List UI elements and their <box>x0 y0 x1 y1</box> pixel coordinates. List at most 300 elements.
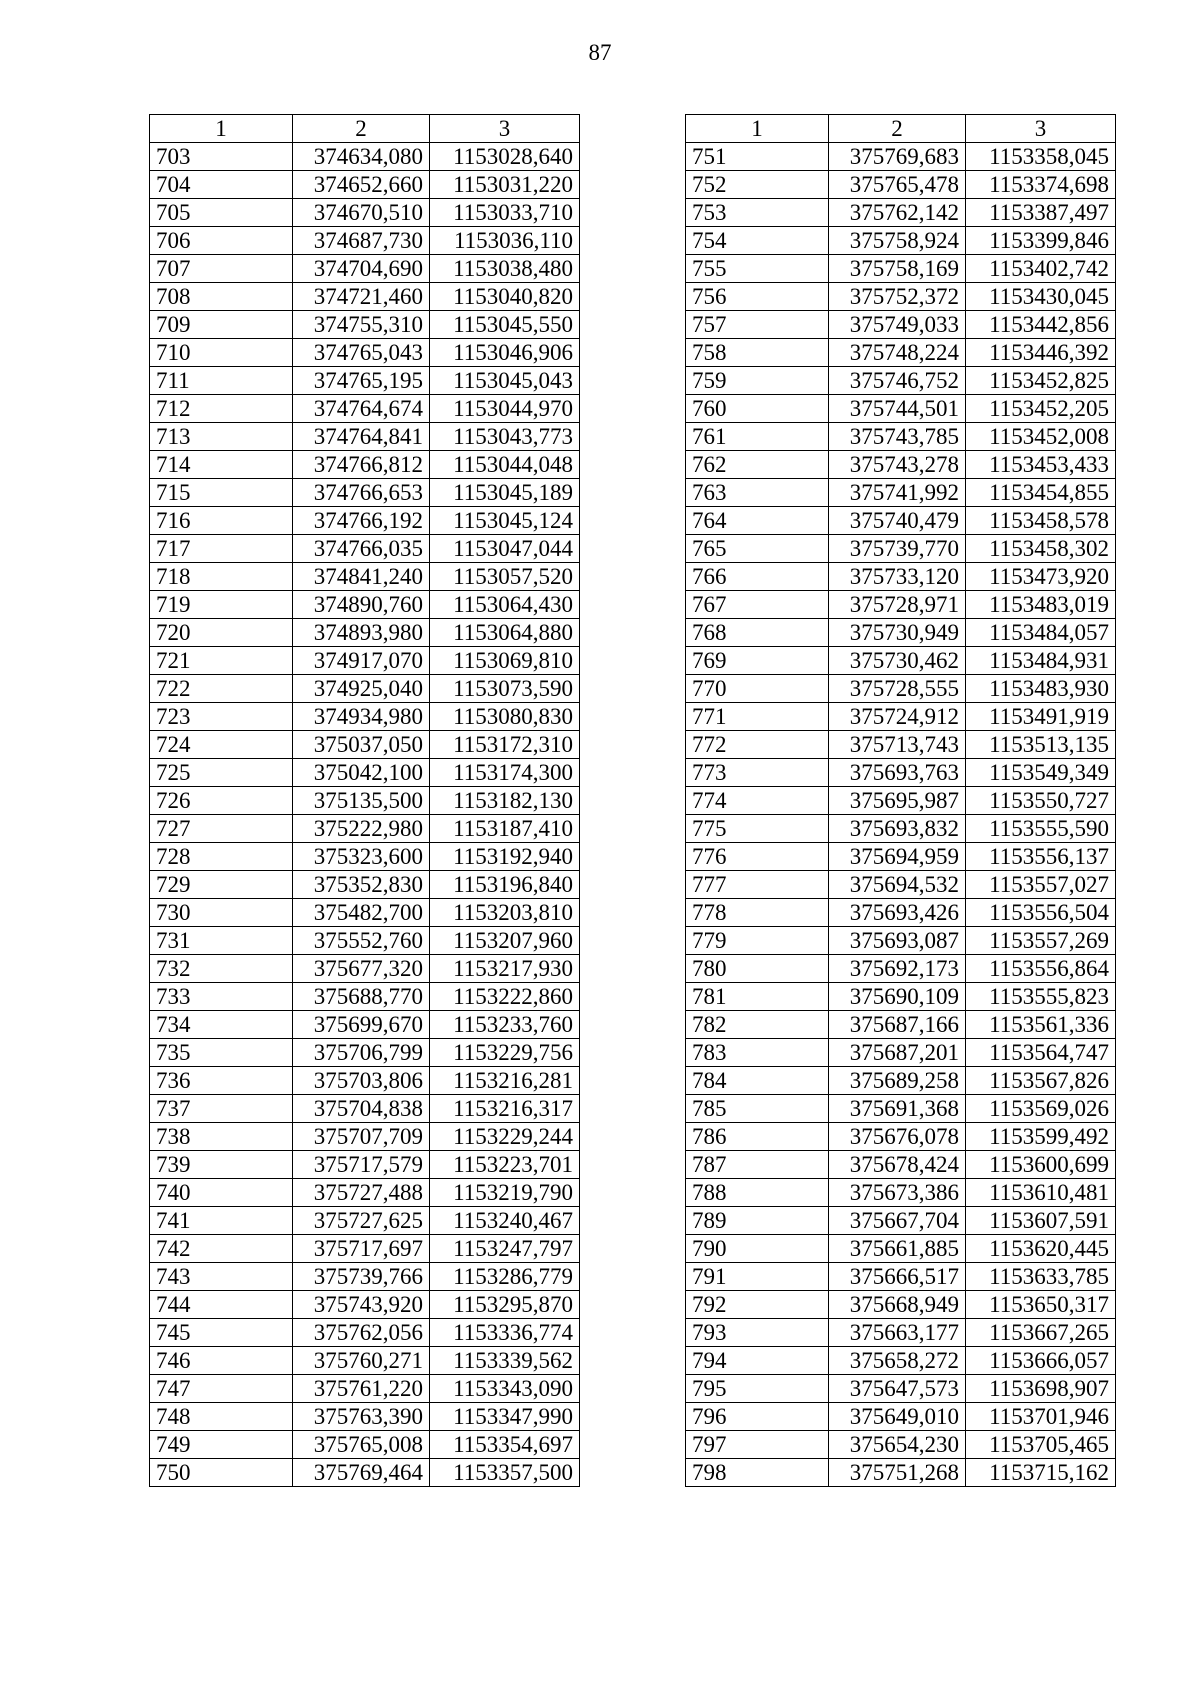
coordinate-y-cell: 1153458,578 <box>966 507 1116 535</box>
table-row <box>686 1291 1116 1319</box>
table-row <box>150 591 580 619</box>
table-row <box>686 647 1116 675</box>
coordinate-x-cell: 374934,980 <box>293 703 430 731</box>
point-number-cell: 773 <box>686 759 829 787</box>
point-number-cell: 746 <box>150 1347 293 1375</box>
coordinate-y-cell: 1153347,990 <box>430 1403 580 1431</box>
coordinate-x-cell: 375222,980 <box>293 815 430 843</box>
coordinate-x-cell: 375552,760 <box>293 927 430 955</box>
point-number-cell: 712 <box>150 395 293 423</box>
coordinate-x-cell: 375663,177 <box>829 1319 966 1347</box>
coordinate-y-cell: 1153069,810 <box>430 647 580 675</box>
coordinate-x-cell: 375724,912 <box>829 703 966 731</box>
point-number-cell: 782 <box>686 1011 829 1039</box>
coordinate-x-cell: 375693,426 <box>829 899 966 927</box>
point-number-cell: 775 <box>686 815 829 843</box>
table-row <box>686 339 1116 367</box>
coordinate-y-cell: 1153219,790 <box>430 1179 580 1207</box>
table-row <box>150 787 580 815</box>
table-row <box>686 1431 1116 1459</box>
coordinate-x-cell: 374925,040 <box>293 675 430 703</box>
coordinate-x-cell: 375728,971 <box>829 591 966 619</box>
point-number-cell: 777 <box>686 871 829 899</box>
coordinate-x-cell: 375730,949 <box>829 619 966 647</box>
coordinate-y-cell: 1153080,830 <box>430 703 580 731</box>
coordinate-y-cell: 1153187,410 <box>430 815 580 843</box>
point-number-cell: 707 <box>150 255 293 283</box>
coordinate-y-cell: 1153374,698 <box>966 171 1116 199</box>
table-row <box>150 1347 580 1375</box>
coordinate-x-cell: 375749,033 <box>829 311 966 339</box>
coordinate-y-cell: 1153483,019 <box>966 591 1116 619</box>
coordinate-x-cell: 374721,460 <box>293 283 430 311</box>
coordinate-x-cell: 375690,109 <box>829 983 966 1011</box>
table-row <box>150 199 580 227</box>
table-row <box>686 675 1116 703</box>
point-number-cell: 708 <box>150 283 293 311</box>
coordinate-x-cell: 375688,770 <box>293 983 430 1011</box>
point-number-cell: 786 <box>686 1123 829 1151</box>
table-row <box>686 1207 1116 1235</box>
coordinate-y-cell: 1153073,590 <box>430 675 580 703</box>
coordinate-x-cell: 374755,310 <box>293 311 430 339</box>
table-row <box>686 619 1116 647</box>
coordinate-x-cell: 374765,195 <box>293 367 430 395</box>
point-number-cell: 789 <box>686 1207 829 1235</box>
coordinate-y-cell: 1153556,137 <box>966 843 1116 871</box>
coordinate-x-cell: 375693,087 <box>829 927 966 955</box>
coordinate-y-cell: 1153564,747 <box>966 1039 1116 1067</box>
table-row <box>150 899 580 927</box>
coordinate-x-cell: 375769,683 <box>829 143 966 171</box>
point-number-cell: 774 <box>686 787 829 815</box>
coordinate-y-cell: 1153247,797 <box>430 1235 580 1263</box>
coordinate-x-cell: 375658,272 <box>829 1347 966 1375</box>
coordinate-x-cell: 375135,500 <box>293 787 430 815</box>
coordinate-y-cell: 1153473,920 <box>966 563 1116 591</box>
point-number-cell: 767 <box>686 591 829 619</box>
coordinates-table-left <box>149 114 580 1487</box>
coordinate-y-cell: 1153452,205 <box>966 395 1116 423</box>
table-row <box>150 1375 580 1403</box>
table-row <box>686 871 1116 899</box>
coordinate-y-cell: 1153357,500 <box>430 1459 580 1487</box>
point-number-cell: 787 <box>686 1151 829 1179</box>
table-row <box>686 731 1116 759</box>
coordinate-y-cell: 1153452,008 <box>966 423 1116 451</box>
coordinate-x-cell: 375673,386 <box>829 1179 966 1207</box>
point-number-cell: 798 <box>686 1459 829 1487</box>
coordinate-x-cell: 375661,885 <box>829 1235 966 1263</box>
point-number-cell: 726 <box>150 787 293 815</box>
coordinate-x-cell: 375704,838 <box>293 1095 430 1123</box>
table-row <box>686 1095 1116 1123</box>
point-number-cell: 776 <box>686 843 829 871</box>
coordinate-y-cell: 1153561,336 <box>966 1011 1116 1039</box>
point-number-cell: 735 <box>150 1039 293 1067</box>
coordinate-x-cell: 375744,501 <box>829 395 966 423</box>
table-row <box>150 367 580 395</box>
coordinate-x-cell: 374841,240 <box>293 563 430 591</box>
coordinate-x-cell: 375717,579 <box>293 1151 430 1179</box>
coordinate-y-cell: 1153223,701 <box>430 1151 580 1179</box>
table-row <box>686 1179 1116 1207</box>
table-row <box>686 1067 1116 1095</box>
point-number-cell: 725 <box>150 759 293 787</box>
coordinate-x-cell: 374687,730 <box>293 227 430 255</box>
coordinate-y-cell: 1153620,445 <box>966 1235 1116 1263</box>
point-number-cell: 731 <box>150 927 293 955</box>
coordinate-y-cell: 1153192,940 <box>430 843 580 871</box>
coordinate-y-cell: 1153217,930 <box>430 955 580 983</box>
coordinate-x-cell: 375758,169 <box>829 255 966 283</box>
coordinate-y-cell: 1153610,481 <box>966 1179 1116 1207</box>
table-row <box>150 731 580 759</box>
coordinate-y-cell: 1153484,931 <box>966 647 1116 675</box>
point-number-cell: 790 <box>686 1235 829 1263</box>
coordinate-y-cell: 1153336,774 <box>430 1319 580 1347</box>
coordinate-x-cell: 374764,841 <box>293 423 430 451</box>
table-row <box>150 955 580 983</box>
coordinate-y-cell: 1153044,970 <box>430 395 580 423</box>
point-number-cell: 724 <box>150 731 293 759</box>
coordinate-y-cell: 1153633,785 <box>966 1263 1116 1291</box>
coordinate-y-cell: 1153458,302 <box>966 535 1116 563</box>
coordinate-y-cell: 1153705,465 <box>966 1431 1116 1459</box>
table-row <box>686 367 1116 395</box>
coordinate-x-cell: 375689,258 <box>829 1067 966 1095</box>
point-number-cell: 730 <box>150 899 293 927</box>
coordinate-y-cell: 1153555,823 <box>966 983 1116 1011</box>
point-number-cell: 732 <box>150 955 293 983</box>
coordinate-x-cell: 375761,220 <box>293 1375 430 1403</box>
point-number-cell: 719 <box>150 591 293 619</box>
coordinate-y-cell: 1153045,124 <box>430 507 580 535</box>
point-number-cell: 752 <box>686 171 829 199</box>
coordinate-x-cell: 375758,924 <box>829 227 966 255</box>
coordinate-y-cell: 1153650,317 <box>966 1291 1116 1319</box>
point-number-cell: 762 <box>686 451 829 479</box>
coordinate-x-cell: 375323,600 <box>293 843 430 871</box>
point-number-cell: 729 <box>150 871 293 899</box>
coordinate-x-cell: 375482,700 <box>293 899 430 927</box>
coordinate-x-cell: 375694,959 <box>829 843 966 871</box>
point-number-cell: 760 <box>686 395 829 423</box>
coordinate-y-cell: 1153036,110 <box>430 227 580 255</box>
table-row <box>150 927 580 955</box>
coordinate-y-cell: 1153555,590 <box>966 815 1116 843</box>
table-row <box>150 1179 580 1207</box>
coordinate-y-cell: 1153715,162 <box>966 1459 1116 1487</box>
point-number-cell: 783 <box>686 1039 829 1067</box>
point-number-cell: 716 <box>150 507 293 535</box>
point-number-cell: 768 <box>686 619 829 647</box>
table-row <box>150 759 580 787</box>
coordinate-x-cell: 375740,479 <box>829 507 966 535</box>
coordinate-x-cell: 375743,785 <box>829 423 966 451</box>
table-row <box>150 1431 580 1459</box>
point-number-cell: 743 <box>150 1263 293 1291</box>
point-number-cell: 797 <box>686 1431 829 1459</box>
coordinate-x-cell: 375691,368 <box>829 1095 966 1123</box>
coordinate-x-cell: 375760,271 <box>293 1347 430 1375</box>
coordinate-x-cell: 375042,100 <box>293 759 430 787</box>
point-number-cell: 779 <box>686 927 829 955</box>
point-number-cell: 750 <box>150 1459 293 1487</box>
coordinate-y-cell: 1153430,045 <box>966 283 1116 311</box>
coordinate-y-cell: 1153295,870 <box>430 1291 580 1319</box>
table-row <box>686 451 1116 479</box>
coordinates-table-right <box>685 114 1116 1487</box>
table-row <box>150 171 580 199</box>
point-number-cell: 744 <box>150 1291 293 1319</box>
table-row <box>150 311 580 339</box>
coordinate-y-cell: 1153599,492 <box>966 1123 1116 1151</box>
point-number-cell: 741 <box>150 1207 293 1235</box>
table-row <box>686 311 1116 339</box>
table-row <box>150 227 580 255</box>
point-number-cell: 757 <box>686 311 829 339</box>
coordinate-x-cell: 374652,660 <box>293 171 430 199</box>
coordinate-y-cell: 1153446,392 <box>966 339 1116 367</box>
coordinate-y-cell: 1153216,281 <box>430 1067 580 1095</box>
coordinate-y-cell: 1153216,317 <box>430 1095 580 1123</box>
coordinate-x-cell: 375647,573 <box>829 1375 966 1403</box>
table-row <box>686 1375 1116 1403</box>
point-number-cell: 785 <box>686 1095 829 1123</box>
coordinate-y-cell: 1153064,880 <box>430 619 580 647</box>
point-number-cell: 720 <box>150 619 293 647</box>
coordinate-x-cell: 375746,752 <box>829 367 966 395</box>
coordinate-y-cell: 1153174,300 <box>430 759 580 787</box>
point-number-cell: 765 <box>686 535 829 563</box>
coordinate-y-cell: 1153569,026 <box>966 1095 1116 1123</box>
coordinate-y-cell: 1153196,840 <box>430 871 580 899</box>
coordinate-y-cell: 1153556,864 <box>966 955 1116 983</box>
point-number-cell: 754 <box>686 227 829 255</box>
coordinate-y-cell: 1153607,591 <box>966 1207 1116 1235</box>
coordinate-y-cell: 1153229,244 <box>430 1123 580 1151</box>
table-row <box>150 871 580 899</box>
coordinate-x-cell: 375730,462 <box>829 647 966 675</box>
point-number-cell: 758 <box>686 339 829 367</box>
coordinate-x-cell: 375699,670 <box>293 1011 430 1039</box>
coordinate-y-cell: 1153028,640 <box>430 143 580 171</box>
point-number-cell: 756 <box>686 283 829 311</box>
coordinate-y-cell: 1153343,090 <box>430 1375 580 1403</box>
column-header: 3 <box>430 115 580 143</box>
coordinate-y-cell: 1153045,043 <box>430 367 580 395</box>
coordinate-y-cell: 1153453,433 <box>966 451 1116 479</box>
coordinate-y-cell: 1153222,860 <box>430 983 580 1011</box>
table-row <box>686 843 1116 871</box>
point-number-cell: 788 <box>686 1179 829 1207</box>
coordinate-x-cell: 375667,704 <box>829 1207 966 1235</box>
coordinate-x-cell: 375352,830 <box>293 871 430 899</box>
coordinate-x-cell: 374766,035 <box>293 535 430 563</box>
coordinate-x-cell: 375741,992 <box>829 479 966 507</box>
coordinate-x-cell: 375743,920 <box>293 1291 430 1319</box>
point-number-cell: 764 <box>686 507 829 535</box>
table-row <box>686 1319 1116 1347</box>
coordinate-y-cell: 1153064,430 <box>430 591 580 619</box>
coordinate-x-cell: 375037,050 <box>293 731 430 759</box>
coordinate-y-cell: 1153045,550 <box>430 311 580 339</box>
coordinate-y-cell: 1153057,520 <box>430 563 580 591</box>
table-row <box>686 1011 1116 1039</box>
coordinate-y-cell: 1153600,699 <box>966 1151 1116 1179</box>
table-row <box>150 1067 580 1095</box>
table-row <box>150 563 580 591</box>
point-number-cell: 781 <box>686 983 829 1011</box>
point-number-cell: 770 <box>686 675 829 703</box>
point-number-cell: 709 <box>150 311 293 339</box>
coordinate-x-cell: 375694,532 <box>829 871 966 899</box>
coordinate-x-cell: 375739,766 <box>293 1263 430 1291</box>
point-number-cell: 791 <box>686 1263 829 1291</box>
table-row <box>686 1123 1116 1151</box>
coordinate-x-cell: 375706,799 <box>293 1039 430 1067</box>
coordinate-x-cell: 375727,625 <box>293 1207 430 1235</box>
point-number-cell: 723 <box>150 703 293 731</box>
coordinate-y-cell: 1153047,044 <box>430 535 580 563</box>
coordinate-x-cell: 375763,390 <box>293 1403 430 1431</box>
coordinate-y-cell: 1153567,826 <box>966 1067 1116 1095</box>
coordinate-y-cell: 1153033,710 <box>430 199 580 227</box>
table-row <box>686 1263 1116 1291</box>
table-row <box>686 143 1116 171</box>
coordinate-x-cell: 374893,980 <box>293 619 430 647</box>
table-row <box>150 675 580 703</box>
coordinate-y-cell: 1153233,760 <box>430 1011 580 1039</box>
coordinate-y-cell: 1153203,810 <box>430 899 580 927</box>
table-row <box>686 1235 1116 1263</box>
table-row <box>686 899 1116 927</box>
table-row <box>150 647 580 675</box>
coordinate-x-cell: 375687,201 <box>829 1039 966 1067</box>
table-row <box>686 955 1116 983</box>
point-number-cell: 749 <box>150 1431 293 1459</box>
table-row <box>686 815 1116 843</box>
coordinate-x-cell: 375692,173 <box>829 955 966 983</box>
column-header: 1 <box>686 115 829 143</box>
point-number-cell: 740 <box>150 1179 293 1207</box>
coordinate-x-cell: 374704,690 <box>293 255 430 283</box>
point-number-cell: 742 <box>150 1235 293 1263</box>
point-number-cell: 771 <box>686 703 829 731</box>
coordinate-x-cell: 375677,320 <box>293 955 430 983</box>
coordinate-x-cell: 375678,424 <box>829 1151 966 1179</box>
table-row <box>686 395 1116 423</box>
coordinate-y-cell: 1153040,820 <box>430 283 580 311</box>
coordinate-y-cell: 1153038,480 <box>430 255 580 283</box>
coordinate-x-cell: 375693,832 <box>829 815 966 843</box>
table-row <box>686 787 1116 815</box>
table-row <box>686 1347 1116 1375</box>
coordinate-x-cell: 375748,224 <box>829 339 966 367</box>
table-row <box>150 1123 580 1151</box>
coordinate-x-cell: 374766,192 <box>293 507 430 535</box>
point-number-cell: 705 <box>150 199 293 227</box>
table-row <box>686 283 1116 311</box>
table-row <box>686 535 1116 563</box>
coordinate-y-cell: 1153557,027 <box>966 871 1116 899</box>
table-row <box>686 759 1116 787</box>
coordinate-x-cell: 375769,464 <box>293 1459 430 1487</box>
point-number-cell: 751 <box>686 143 829 171</box>
table-header-row <box>686 115 1116 143</box>
point-number-cell: 713 <box>150 423 293 451</box>
point-number-cell: 745 <box>150 1319 293 1347</box>
coordinate-x-cell: 374765,043 <box>293 339 430 367</box>
column-header: 2 <box>829 115 966 143</box>
coordinate-x-cell: 374766,653 <box>293 479 430 507</box>
coordinate-y-cell: 1153513,135 <box>966 731 1116 759</box>
table-row <box>150 1403 580 1431</box>
table-row <box>150 1235 580 1263</box>
coordinate-y-cell: 1153354,697 <box>430 1431 580 1459</box>
coordinate-x-cell: 375762,142 <box>829 199 966 227</box>
column-header: 1 <box>150 115 293 143</box>
point-number-cell: 748 <box>150 1403 293 1431</box>
point-number-cell: 778 <box>686 899 829 927</box>
coordinate-x-cell: 375649,010 <box>829 1403 966 1431</box>
table-row <box>150 423 580 451</box>
coordinate-y-cell: 1153240,467 <box>430 1207 580 1235</box>
point-number-cell: 736 <box>150 1067 293 1095</box>
coordinate-x-cell: 374764,674 <box>293 395 430 423</box>
coordinate-y-cell: 1153454,855 <box>966 479 1116 507</box>
coordinate-y-cell: 1153491,919 <box>966 703 1116 731</box>
table-row <box>150 1039 580 1067</box>
point-number-cell: 715 <box>150 479 293 507</box>
table-row <box>150 815 580 843</box>
coordinate-x-cell: 375707,709 <box>293 1123 430 1151</box>
coordinate-x-cell: 375668,949 <box>829 1291 966 1319</box>
coordinate-y-cell: 1153452,825 <box>966 367 1116 395</box>
coordinate-y-cell: 1153484,057 <box>966 619 1116 647</box>
coordinate-y-cell: 1153339,562 <box>430 1347 580 1375</box>
coordinate-y-cell: 1153667,265 <box>966 1319 1116 1347</box>
coordinate-y-cell: 1153031,220 <box>430 171 580 199</box>
table-row <box>150 1207 580 1235</box>
table-row <box>686 983 1116 1011</box>
point-number-cell: 737 <box>150 1095 293 1123</box>
table-row <box>150 1459 580 1487</box>
point-number-cell: 739 <box>150 1151 293 1179</box>
coordinate-y-cell: 1153550,727 <box>966 787 1116 815</box>
point-number-cell: 722 <box>150 675 293 703</box>
table-row <box>150 451 580 479</box>
point-number-cell: 761 <box>686 423 829 451</box>
table-row <box>686 1039 1116 1067</box>
table-row <box>150 1319 580 1347</box>
table-row <box>150 143 580 171</box>
coordinate-y-cell: 1153358,045 <box>966 143 1116 171</box>
table-row <box>686 479 1116 507</box>
coordinate-y-cell: 1153043,773 <box>430 423 580 451</box>
coordinate-x-cell: 375666,517 <box>829 1263 966 1291</box>
coordinate-y-cell: 1153207,960 <box>430 927 580 955</box>
point-number-cell: 711 <box>150 367 293 395</box>
column-header: 3 <box>966 115 1116 143</box>
point-number-cell: 766 <box>686 563 829 591</box>
coordinate-y-cell: 1153229,756 <box>430 1039 580 1067</box>
coordinate-x-cell: 375728,555 <box>829 675 966 703</box>
table-row <box>686 255 1116 283</box>
coordinate-x-cell: 375739,770 <box>829 535 966 563</box>
table-row <box>686 1403 1116 1431</box>
